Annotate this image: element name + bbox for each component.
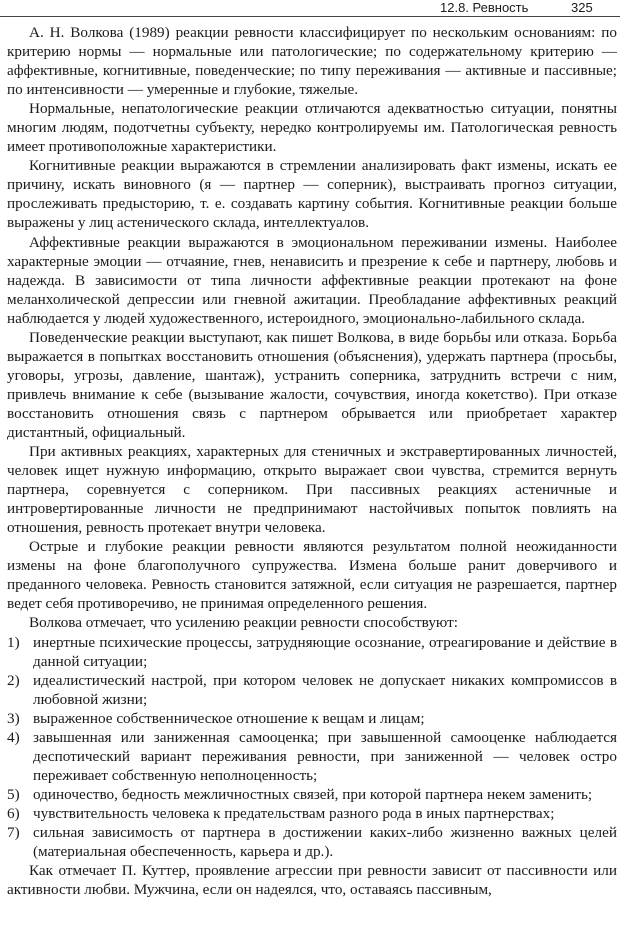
list-item-number: 1) [7,633,20,651]
paragraph: А. Н. Волкова (1989) реакции ревности классифицирует по нескольким основаниям: по критерию нормы — нормальные или патологические; по содержательному критерию — аффективные, когнитивные, поведенческие; по типу переживания — активные и пассивные; по интенсивности — умеренные и глубокие, тяжелые. [7,24,617,99]
list-item-text: идеалистический настрой, при котором человек не допускает никаких компромиссов в любовной жизни; [33,671,617,708]
list-item-number: 5) [7,785,20,803]
paragraph: Аффективные реакции выражаются в эмоциональном переживании измены. Наиболее характерные эмоции — отчаяние, гнев, ненависить и презрение к себе и партнеру, любовь и надежда. В зависимости от типа личности аффективные реакции протекают на фоне меланхолической депрессии или гневной ажитации. Преобладание аффективных реакций наблюдается у людей художественного, истероидного, эмоционально-лабильного склада. [7,233,617,327]
list-item-text: чувствительность человека к предательствам разного рода в иных партнерствах; [33,804,555,822]
list-item-number: 2) [7,671,20,689]
page-body [7,23,617,899]
list-item-text: завышенная или заниженная самооценка; при завышенной самооценке наблюдается деспотический вариант переживания ревности, при заниженной — человек остро переживает собственную неполноценность; [33,728,617,784]
list-item [7,823,617,861]
list-item [7,633,617,671]
list-item-number: 4) [7,728,20,746]
list-item-text: сильная зависимость от партнера в достижении каких-либо жизненно важных целей (материальная обеспеченность, карьера и др.). [33,823,617,861]
paragraph: Как отмечает П. Куттер, проявление агрессии при ревности зависит от пассивности или активности любви. Мужчина, если он надеялся, что, оставаясь пассивным, [7,862,617,899]
list-item [7,671,617,709]
section-title: 12.8. Ревность [440,0,529,15]
list-item-text: инертные психические процессы, затрудняющие осознание, отреагирование и действие в данной ситуации; [33,633,617,670]
list-item-text: одиночество, бедность межличностных связей, при которой партнера некем заменить; [33,785,593,803]
list-item [7,785,617,804]
paragraph: Острые и глубокие реакции ревности являются результатом полной неожиданности измены на фоне благополучного супружества. Измена больше ранит доверчивого и преданного человека. Ревность становится затяжной, если ситуация не разрешается, партнер ведет себя противоречиво, не принимая определенного решения. [7,538,617,613]
list-item [7,728,617,785]
list-item-number: 7) [7,823,20,841]
list-item-number: 3) [7,709,20,727]
list-item [7,804,617,823]
list-item-number: 6) [7,804,20,822]
list-item [7,709,617,728]
numbered-list [7,633,617,862]
paragraph: Поведенческие реакции выступают, как пишет Волкова, в виде борьбы или отказа. Борьба выражается в попытках восстановить отношения (объяснения), удержать партнера (просьбы, уговоры, угрозы, давление, шантаж), устранить соперника, затруднить встречи с ним, привлечь внимание к себе (вызывание жалости, сочувствия, иногда кокетство). При отказе восстановить отношения связь с партнером обрывается или приобретает характер дистантный, официальный. [7,328,617,441]
page-number: 325 [571,0,593,15]
list-intro: Волкова отмечает, что усилению реакции ревности способствуют: [29,614,458,632]
paragraph: Нормальные, непатологические реакции отличаются адекватностью ситуации, понятны многим людям, подотчетны субъекту, нередко контролируемы им. Патологическая ревность имеет противоположные характеристики. [7,100,617,156]
paragraph: Когнитивные реакции выражаются в стремлении анализировать факт измены, искать ее причину, искать виновного (я — партнер — соперник), выстраивать прогноз ситуации, прослеживать предысторию, т. е. создавать картину события. Когнитивные реакции больше выражены у лиц астенического склада, интеллектуалов. [7,157,617,232]
paragraph: При активных реакциях, характерных для стеничных и экстравертированных личностей, человек ищет нужную информацию, открыто выражает свои чувства, стремится вернуть партнера, соревнуется с соперником. При пассивных реакциях астеничные и интровертированные личности не предпринимают настойчивых попыток повлиять на отношения, ревность протекает внутри человека. [7,443,617,537]
list-item-text: выраженное собственническое отношение к вещам и лицам; [33,709,425,727]
running-header [0,0,620,17]
